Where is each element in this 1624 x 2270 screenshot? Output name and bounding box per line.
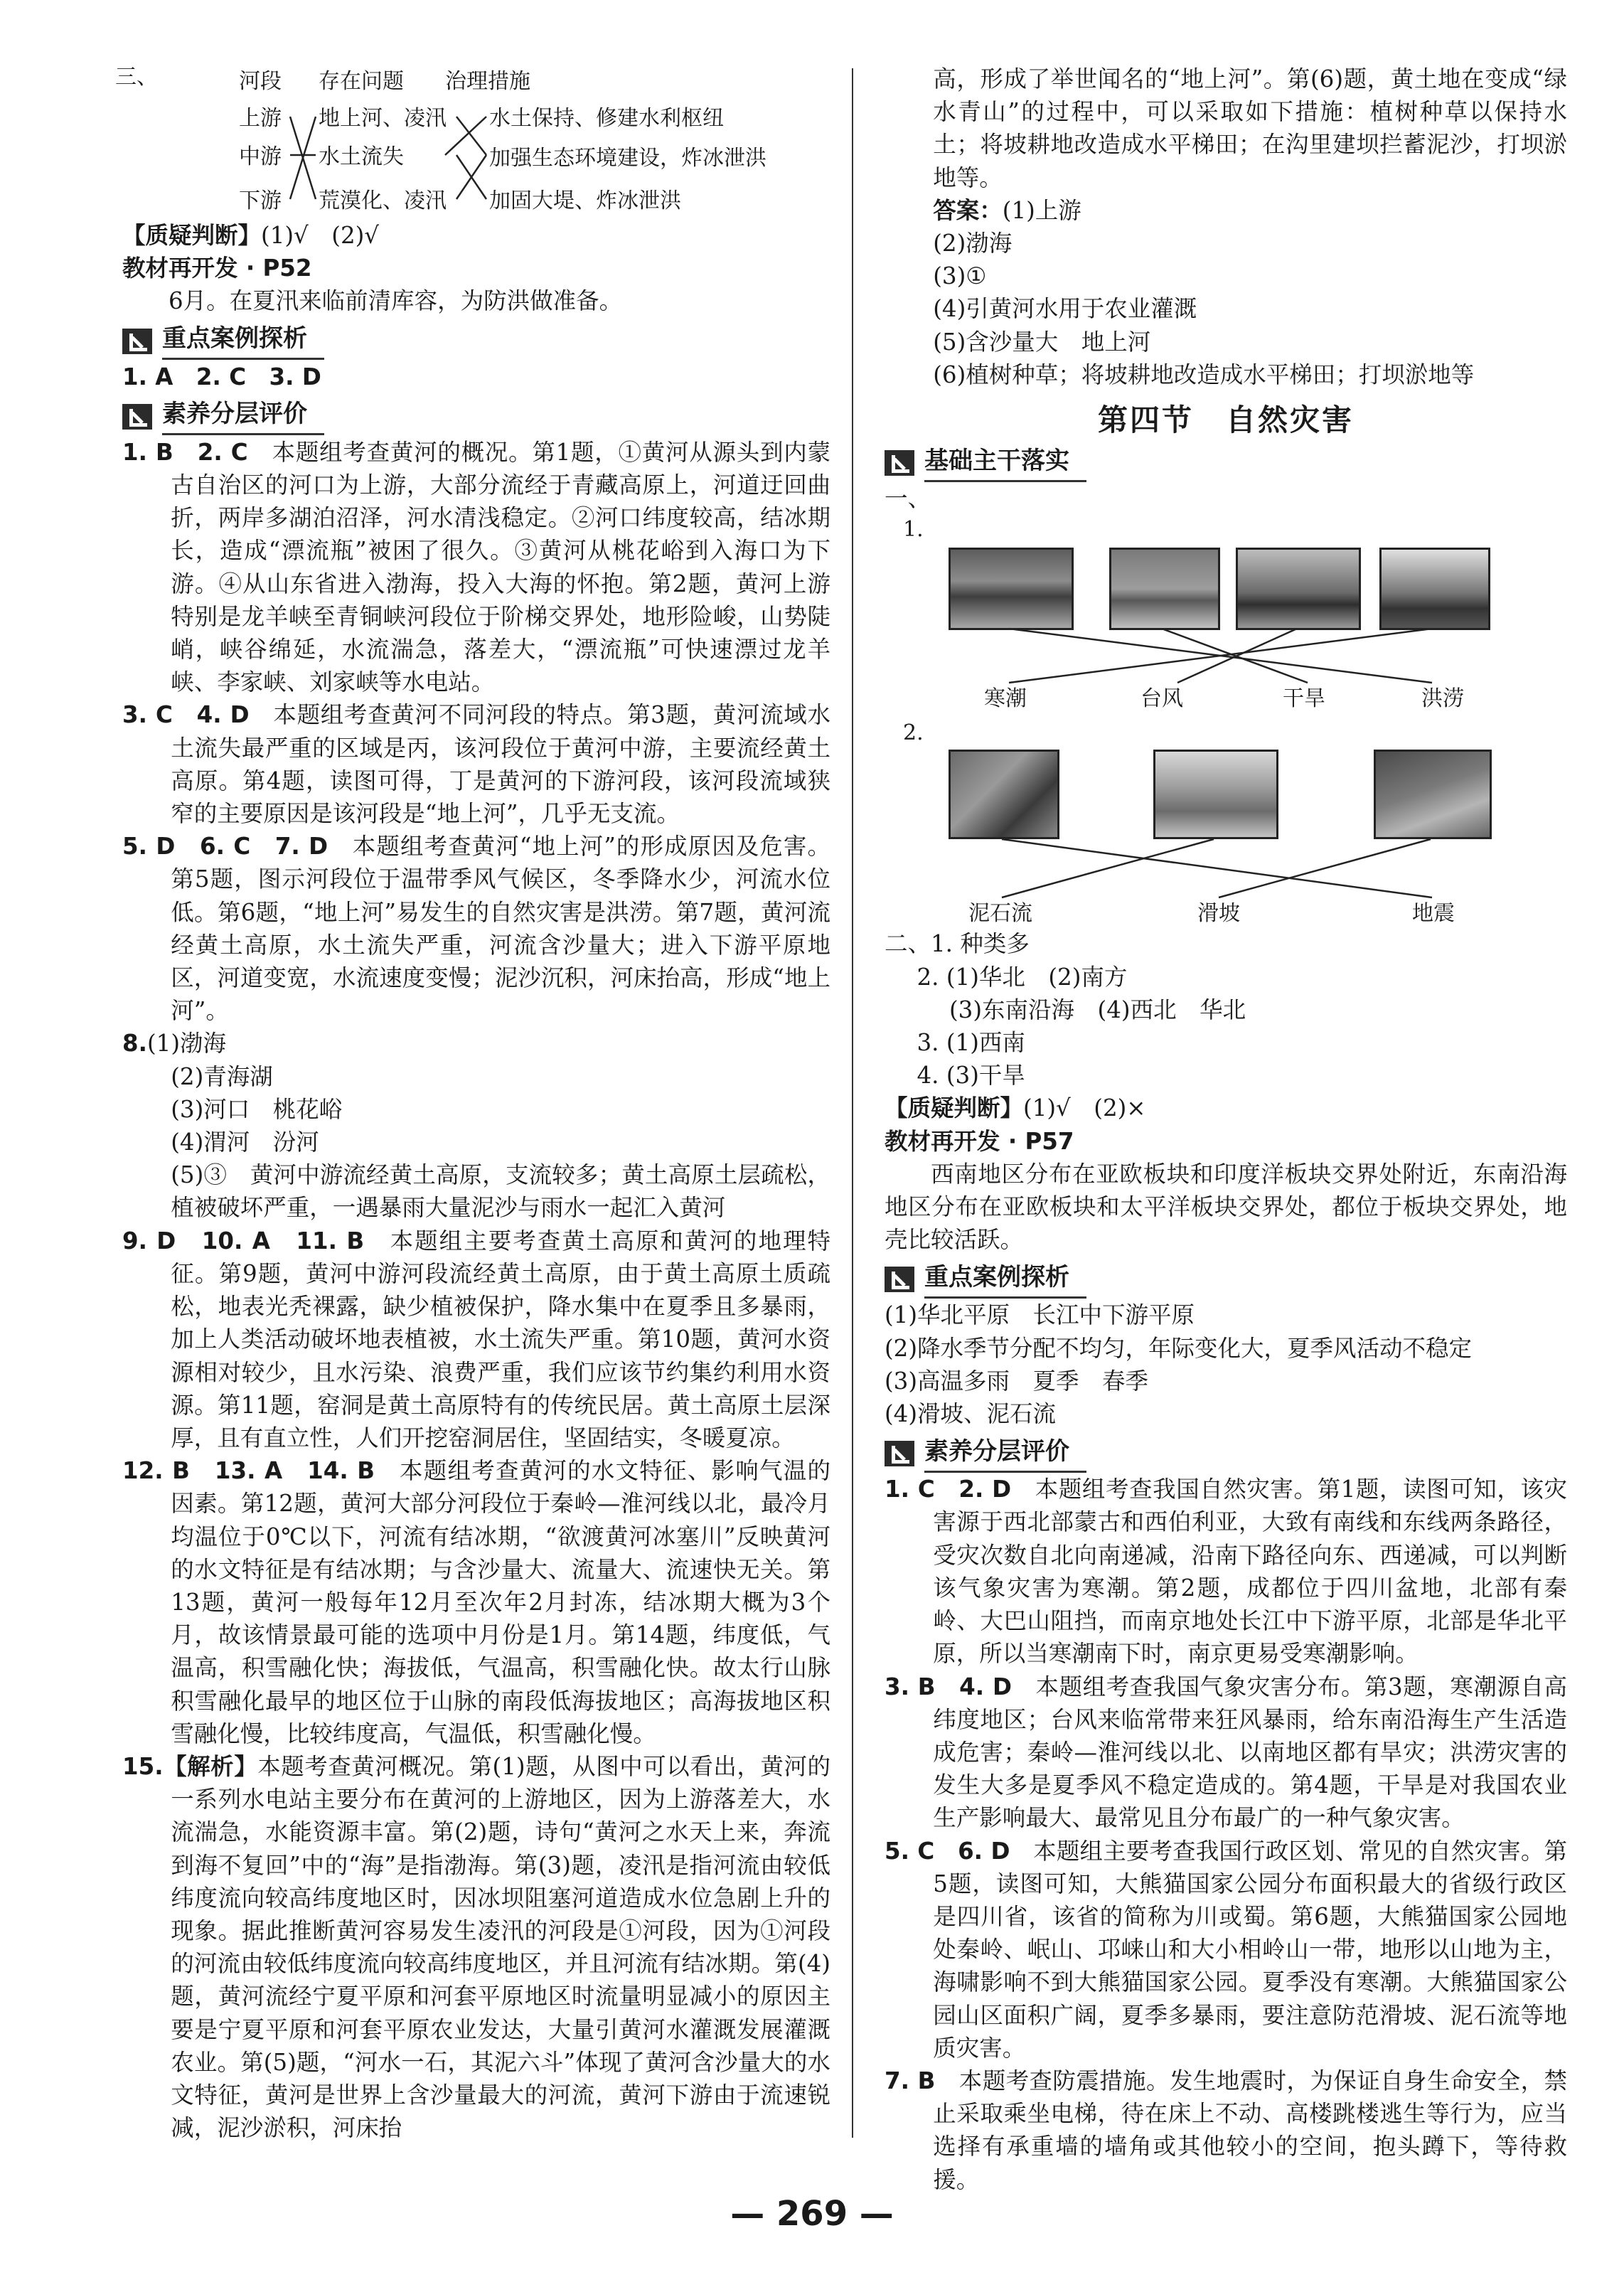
page-number: — 269 — bbox=[730, 2194, 894, 2234]
chapter-title: 第四节 自然灾害 bbox=[1097, 403, 1354, 438]
textbook-redevelop-label: 教材再开发 · P57 bbox=[885, 1127, 1074, 1155]
answer-line: (5)含沙量大 地上河 bbox=[933, 328, 1151, 356]
doubt-judgment: 【质疑判断】(1)√ (2)× bbox=[885, 1094, 1146, 1122]
answer-line: 答案：(1)上游 bbox=[933, 196, 1081, 224]
answer-block: 3. B 4. D 本题组考查我国气象灾害分布。第3题，寒潮源自高纬度地区；台风来临常带来狂风暴雨，给东南沿海生产生活造成危害；秦岭—淮河线以北、以南地区都有旱灾；洪涝灾害的发生大多是夏季风不稳定造成的。第4题，干旱是对我国农业生产影响最大、最常见且分布最广的一种气象灾害。 bbox=[885, 1673, 1567, 1832]
answer-line: (1)华北平原 长江中下游平原 bbox=[885, 1301, 1195, 1329]
river-section-matching-diagram bbox=[115, 63, 830, 219]
disaster-label: 地震 bbox=[1412, 901, 1455, 927]
header-measure: 治理措施 bbox=[445, 69, 530, 94]
case-answers: 1. A 2. C 3. D bbox=[122, 363, 321, 390]
disaster-photo-matching-2 bbox=[885, 721, 1567, 927]
answer-line: (5)③ 黄河中游流经黄土高原，支流较多；黄土高原土层疏松，植被破坏严重，一遇暴雨大量泥沙与雨水一起汇入黄河 bbox=[171, 1161, 830, 1222]
textbook-redevelop-text: 6月。在夏汛来临前清库容，为防洪做准备。 bbox=[169, 287, 623, 315]
column-divider bbox=[852, 68, 853, 2138]
answer-line: (4)渭河 汾河 bbox=[171, 1129, 319, 1156]
answer-block: 12. B 13. A 14. B 本题组考查黄河的水文特征、影响气温的因素。第12题，黄河大部分河段位于秦岭—淮河线以北，最冷月均温位于0℃以下，河流有结冰期，“欲渡黄河冰塞川”反映黄河的水文特征是有结冰期；与含沙量大、流量大、流速快无关。第13题，黄河一般每年12月至次年2月封冻，结冰期大概为3个月，故该情景最可能的选项中月份是1月。第14题，纬度低，气温高，积雪融化快；海拔低，气温高，积雪融化快。故太行山脉积雪融化最早的地区位于山脉的南段低海拔地区；高海拔地区积雪融化慢，比较纬度高，气温低，积雪融化慢。 bbox=[122, 1457, 830, 1747]
header-problem: 存在问题 bbox=[319, 69, 404, 94]
section-three-label: 三、 bbox=[115, 65, 158, 90]
answer-line: (3)① bbox=[933, 262, 987, 290]
section-heading-case: 重点案例探析 bbox=[885, 1262, 1567, 1297]
problem-3: 荒漠化、凌汛 bbox=[319, 188, 447, 213]
doubt-judgment: 【质疑判断】(1)√ (2)√ bbox=[122, 222, 380, 249]
disaster-label: 寒潮 bbox=[984, 686, 1027, 712]
answer-block: 5. D 6. C 7. D 本题组考查黄河“地上河”的形成原因及危害。第5题，图示河段位于温带季风气候区，冬季降水少，河流水位低。第6题，“地上河”易发生的自然灾害是洪涝。第7题，黄河流经黄土高原，水土流失严重，河流含沙量大；进入下游平原地区，河道变宽，水流速度变慢；泥沙沉积，河床抬高，形成“地上河”。 bbox=[122, 833, 830, 1025]
left-column bbox=[115, 63, 830, 2144]
answer-block: 5. C 6. D 本题组主要考查我国行政区划、常见的自然灾害。第5题，读图可知，大熊猫国家公园分布面积最大的省级行政区是四川省，该省的简称为川或蜀。第6题，大熊猫国家公园地处秦岭、岷山、邛崃山和大小相岭山一带，地形以山地为主，海啸影响不到大熊猫国家公园。夏季没有寒潮。大熊猫国家公园山区面积广阔，夏季多暴雨，要注意防范滑坡、泥石流等地质灾害。 bbox=[885, 1837, 1567, 2062]
answer-block: 3. C 4. D 本题组考查黄河不同河段的特点。第3题，黄河流域水土流失最严重的区域是丙，该河段位于黄河中游，主要流经黄土高原。第4题，读图可得，丁是黄河的下游河段，该河段流域狭窄的主要原因是该河段是“地上河”，几乎无支流。 bbox=[122, 701, 830, 828]
section-heading-eval: 素养分层评价 bbox=[122, 399, 830, 435]
measure-2: 加强生态环境建设，炸冰泄洪 bbox=[489, 146, 766, 171]
answer-block: 7. B 本题考查防震措施。发生地震时，为保证自身生命安全，禁止采取乘坐电梯，待在床上不动、高楼跳楼逃生等行为，应当选择有承重墙的墙角或其他较小的空间，抱头蹲下，等待救援。 bbox=[885, 2067, 1567, 2193]
disaster-label: 干旱 bbox=[1283, 686, 1325, 712]
answer-block: 9. D 10. A 11. B 本题组主要考查黄土高原和黄河的地理特征。第9题，黄河中游河段流经黄土高原，由于黄土高原土质疏松，地表光秃裸露，缺少植被保护，降水集中在夏季且多暴雨，加上人类活动破坏地表植被，水土流失严重。第10题，黄河水资源相对较少，且水污染、浪费严重，我们应该节约集约利用水资源。第11题，窑洞是黄土高原特有的传统民居。黄土高原土层深厚，且有直立性，人们开挖窑洞居住，坚固结实，冬暖夏凉。 bbox=[122, 1227, 830, 1451]
lower-reach-label: 下游 bbox=[239, 188, 282, 213]
answer-line: 4. (3)干旱 bbox=[917, 1062, 1025, 1089]
answer-line: (2)降水季节分配不均匀，年际变化大，夏季风活动不稳定 bbox=[885, 1334, 1473, 1362]
answer-line: 3. (1)西南 bbox=[917, 1029, 1025, 1057]
matching-lines bbox=[885, 721, 1567, 927]
disaster-label: 洪涝 bbox=[1421, 686, 1464, 712]
section-one-label: 一、 bbox=[885, 485, 931, 513]
answer-line: 二、1. 种类多 bbox=[885, 930, 1030, 958]
section-arrow-icon bbox=[885, 450, 914, 476]
section-arrow-icon bbox=[885, 1267, 914, 1292]
item-number: 1. bbox=[903, 517, 924, 543]
section-heading-eval: 素养分层评价 bbox=[885, 1436, 1567, 1471]
textbook-redevelop-text: 西南地区分布在亚欧板块和印度洋板块交界处附近，东南沿海地区分布在亚欧板块和太平洋板块交界处，都位于板块交界处，地壳比较活跃。 bbox=[885, 1160, 1567, 1254]
section-arrow-icon bbox=[122, 404, 152, 430]
section-arrow-icon bbox=[122, 329, 152, 354]
continued-text: 高，形成了举世闻名的“地上河”。第(6)题，黄土地在变成“绿水青山”的过程中，可以采取如下措施：植树种草以保持水土；将坡耕地改造成水平梯田；在沟里建坝拦蓄泥沙，打坝淤地等。 bbox=[933, 65, 1567, 191]
disaster-photo-matching-1 bbox=[885, 515, 1567, 721]
right-column bbox=[885, 63, 1567, 2196]
answer-line: (2)青海湖 bbox=[171, 1062, 273, 1090]
problem-2: 水土流失 bbox=[319, 144, 404, 169]
answer-block: 1. B 2. C 本题组考查黄河的概况。第1题，①黄河从源头到内蒙古自治区的河口为上游，大部分流经于青藏高原上，河道迂回曲折，两岸多湖泊沼泽，河水清浅稳定。②河口纬度较高，结冰期长，造成“漂流瓶”被困了很久。③黄河从桃花峪到入海口为下游。④从山东省进入渤海，投入大海的怀抱。第2题，黄河上游特别是龙羊峡至青铜峡河段位于阶梯交界处，地形险峻，山势陡峭，峡谷绵延，水流湍急，落差大，“漂流瓶”可快速漂过龙羊峡、李家峡、刘家峡等水电站。 bbox=[122, 438, 830, 696]
header-river-section: 河段 bbox=[239, 69, 282, 94]
section-heading-basics: 基础主干落实 bbox=[885, 445, 1567, 481]
disaster-label: 滑坡 bbox=[1197, 901, 1240, 927]
section-arrow-icon bbox=[885, 1441, 914, 1466]
answer-block: 1. C 2. D 本题组考查我国自然灾害。第1题，读图可知，该灾害源于西北部蒙古和西伯利亚，大致有南线和东线两条路径，受灾次数自北向南递减，沿南下路径向东、西递减，可以判断该气象灾害为寒潮。第2题，成都位于四川盆地，北部有秦岭、大巴山阻挡，而南京地处长江中下游平原，北部是华北平原，所以当寒潮南下时，南京更易受寒潮影响。 bbox=[885, 1476, 1567, 1668]
answer-block: 8.(1)渤海 bbox=[122, 1030, 227, 1057]
answer-block: 15.【解析】本题考查黄河概况。第(1)题，从图中可以看出，黄河的一系列水电站主要分布在黄河的上游地区，因为上游落差大，水流湍急，水能资源丰富。第(2)题，诗句“黄河之水天上来，奔流到海不复回”中的“海”是指渤海。第(3)题，凌汛是指河流由较低纬度流向较高纬度地区时，因冰坝阻塞河道造成水位急剧上升的现象。据此推断黄河容易发生凌汛的河段是①河段，因为①河段的河流由较低纬度流向较高纬度地区，并且河流有结冰期。第(4)题，黄河流经宁夏平原和河套平原地区时流量明显减小的原因主要是宁夏平原和河套平原农业发达，大量引黄河水灌溉发展灌溉农业。第(5)题，“河水一石，其泥六斗”体现了黄河含沙量大的水文特征，黄河是世界上含沙量最大的河流，黄河下游由于流速锐减，泥沙淤积，河床抬 bbox=[122, 1752, 830, 2142]
disaster-label: 台风 bbox=[1140, 686, 1183, 712]
measure-1: 水土保持、修建水利枢纽 bbox=[489, 106, 724, 131]
answer-line: (3)东南沿海 (4)西北 华北 bbox=[949, 996, 1246, 1023]
middle-reach-label: 中游 bbox=[239, 144, 282, 169]
section-heading-case: 重点案例探析 bbox=[122, 324, 830, 359]
answer-line: (3)河口 桃花峪 bbox=[171, 1095, 343, 1123]
answer-line: 2. (1)华北 (2)南方 bbox=[917, 963, 1128, 991]
upper-reach-label: 上游 bbox=[239, 106, 282, 131]
problem-1: 地上河、凌汛 bbox=[319, 106, 447, 131]
matching-lines bbox=[122, 63, 830, 219]
measure-3: 加固大堤、炸冰泄洪 bbox=[489, 188, 681, 213]
answer-line: (3)高温多雨 夏季 春季 bbox=[885, 1367, 1149, 1395]
answer-line: (4)滑坡、泥石流 bbox=[885, 1400, 1057, 1428]
disaster-label: 泥石流 bbox=[968, 901, 1032, 927]
answer-line: (6)植树种草；将坡耕地改造成水平梯田；打坝淤地等 bbox=[933, 361, 1475, 388]
item-number: 2. bbox=[903, 720, 924, 746]
answer-line: (4)引黄河水用于农业灌溉 bbox=[933, 295, 1197, 323]
textbook-redevelop-label: 教材再开发 · P52 bbox=[122, 255, 312, 282]
answer-line: (2)渤海 bbox=[933, 230, 1013, 257]
